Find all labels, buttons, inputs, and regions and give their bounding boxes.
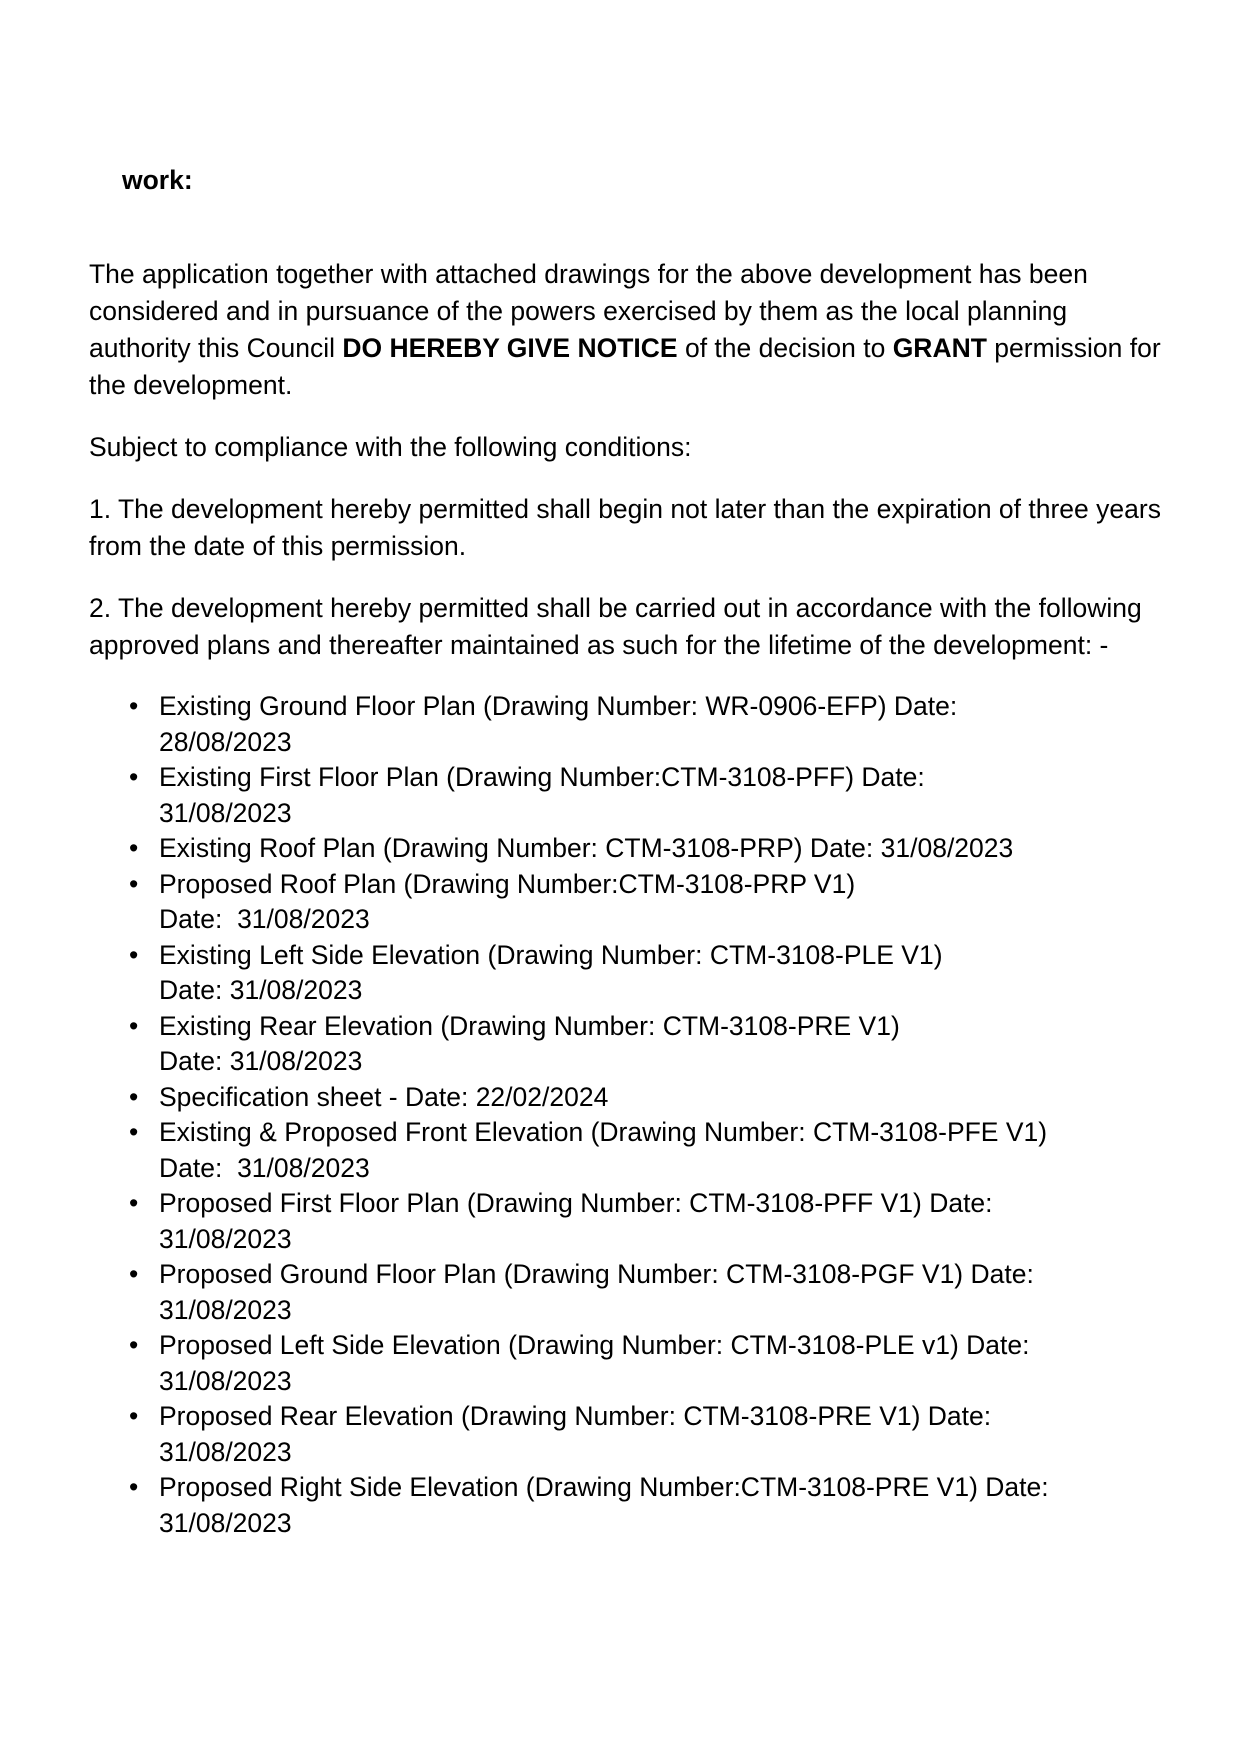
intro-text-2: of the decision to	[677, 333, 893, 363]
bullet-icon: •	[129, 1401, 139, 1431]
list-item: • Existing Roof Plan (Drawing Number: CTM-3108-PRP) Date: 31/08/2023	[89, 831, 1169, 867]
bullet-icon: •	[129, 1188, 139, 1218]
bullet-icon: •	[129, 939, 139, 970]
list-item: • Proposed Roof Plan (Drawing Number:CTM-3108-PRP V1) Date: 31/08/2023	[129, 868, 856, 934]
condition-1: 1. The development hereby permitted shall begin not later than the expiration of three years from the date of this permission.	[89, 494, 1161, 561]
bullet-icon: •	[129, 1472, 139, 1502]
intro-bold-grant: GRANT	[892, 333, 987, 363]
intro-text-3: permission for the development.	[89, 333, 1161, 400]
list-item: • Specification sheet - Date: 22/02/2024	[89, 1080, 1169, 1116]
bullet-icon: •	[129, 833, 139, 863]
list-item: • Existing & Proposed Front Elevation (Drawing Number: CTM-3108-PFE V1) Date: 31/08/2023	[129, 1117, 1048, 1183]
condition-2: 2. The development hereby permitted shall be carried out in accordance with the following approved plans and thereafter maintained as such for the lifetime of the development: -	[89, 593, 1142, 660]
list-item: • Existing Ground Floor Plan (Drawing Number: WR-0906-EFP) Date: 28/08/2023	[129, 691, 958, 757]
bullet-icon: •	[129, 1010, 139, 1041]
list-item: • Existing Rear Elevation (Drawing Number: CTM-3108-PRE V1) Date: 31/08/2023	[129, 1010, 900, 1076]
bullet-icon: •	[129, 1081, 139, 1112]
subject-line: Subject to compliance with the following conditions:	[89, 432, 692, 462]
intro-bold-notice: DO HEREBY GIVE NOTICE	[342, 333, 678, 363]
list-item: • Existing Left Side Elevation (Drawing Number: CTM-3108-PLE V1) Date: 31/08/2023	[129, 939, 943, 1005]
intro-text-1: The application together with attached drawings for the above development has been considered and in pursuance of the powers exercised by them as the local planning authority this Council	[89, 259, 1088, 363]
notice-body	[89, 256, 1169, 1541]
list-item: • Proposed Ground Floor Plan (Drawing Number: CTM-3108-PGF V1) Date: 31/08/2023	[129, 1259, 1034, 1325]
bullet-icon: •	[129, 691, 139, 721]
bullet-icon: •	[129, 1117, 139, 1147]
list-item: • Proposed First Floor Plan (Drawing Number: CTM-3108-PFF V1) Date: 31/08/2023	[129, 1188, 993, 1254]
intro-paragraph	[89, 256, 1169, 404]
approved-plans-list	[89, 689, 1169, 1541]
list-item: • Proposed Left Side Elevation (Drawing Number: CTM-3108-PLE v1) Date: 31/08/2023	[129, 1330, 1030, 1396]
bullet-icon: •	[129, 1330, 139, 1360]
list-item: • Proposed Right Side Elevation (Drawing Number:CTM-3108-PRE V1) Date: 31/08/2023	[129, 1472, 1049, 1538]
list-item: • Existing First Floor Plan (Drawing Number:CTM-3108-PFF) Date: 31/08/2023	[129, 762, 925, 828]
bullet-icon: •	[129, 1259, 139, 1289]
bullet-icon: •	[129, 868, 139, 899]
bullet-icon: •	[129, 762, 139, 792]
section-heading: work:	[122, 165, 193, 195]
list-item: • Proposed Rear Elevation (Drawing Number: CTM-3108-PRE V1) Date: 31/08/2023	[129, 1401, 992, 1467]
